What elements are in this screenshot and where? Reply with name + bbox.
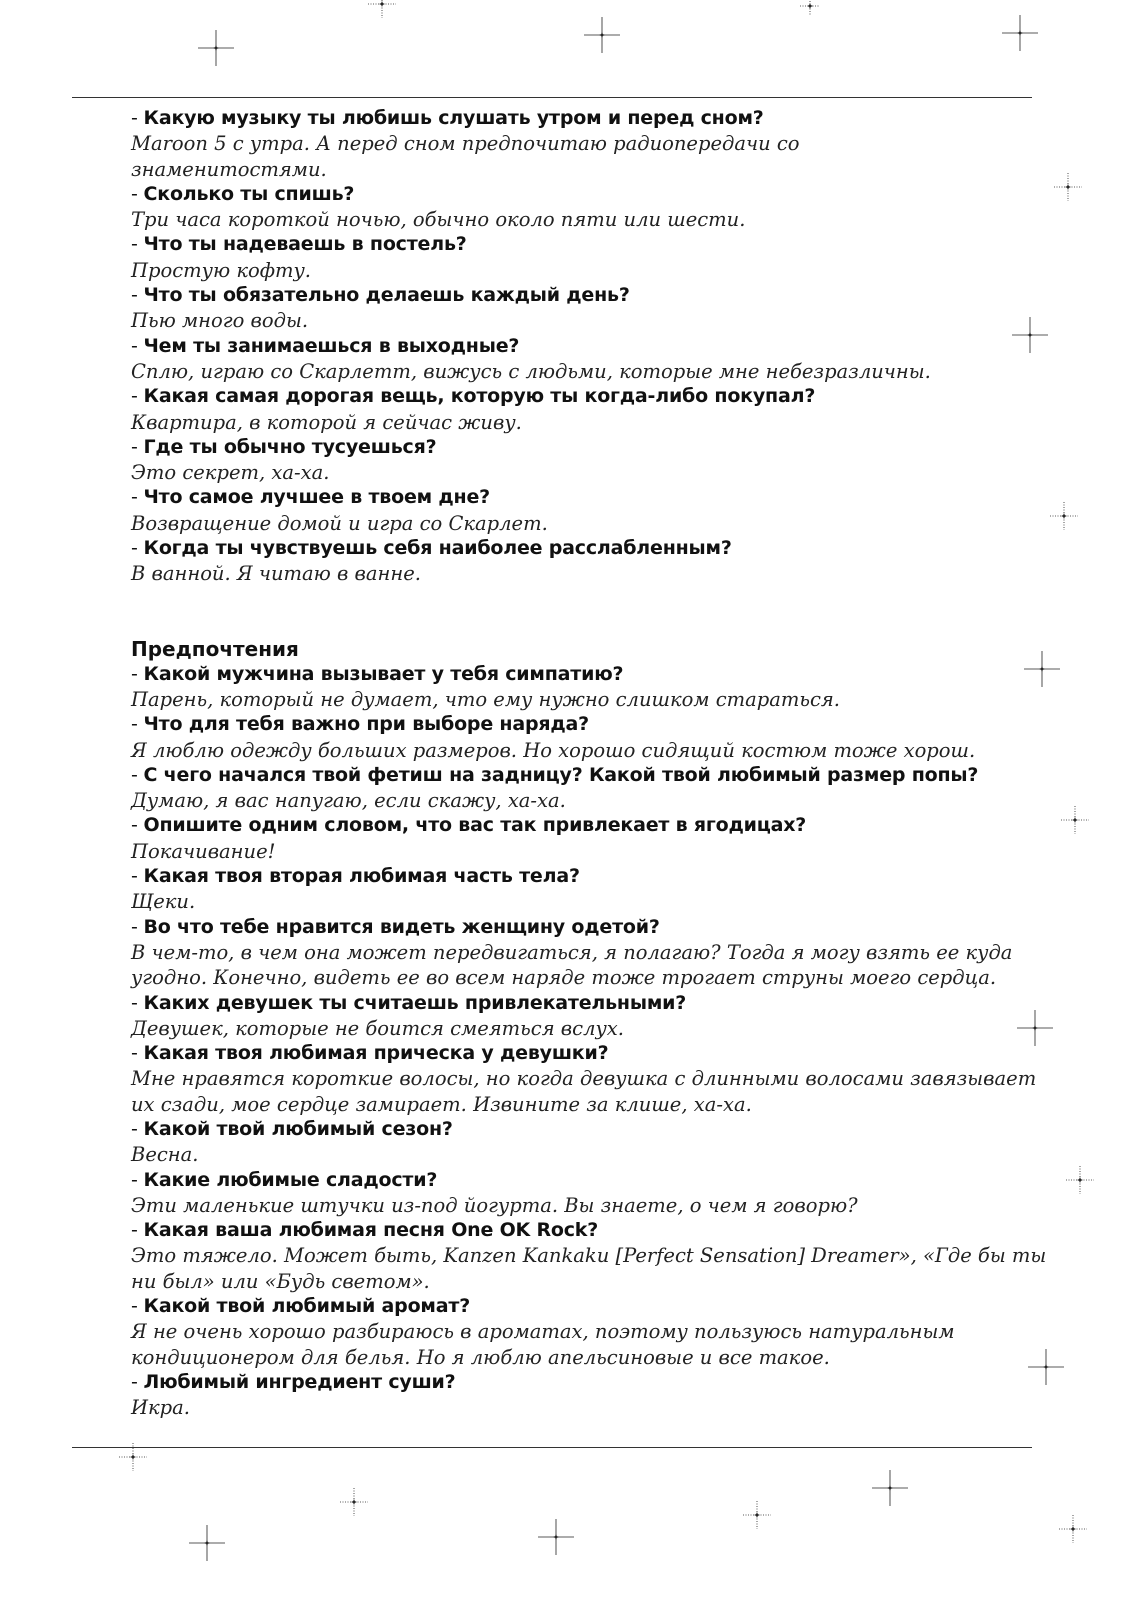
answer-line: Щеки. [131, 890, 196, 914]
question [131, 662, 1031, 687]
question-dash: - [131, 284, 144, 307]
question [131, 334, 1031, 359]
answer-line: Простую кофту. [131, 258, 311, 282]
section-heading-preferences: Предпочтения [131, 636, 299, 661]
question-text: Какой мужчина вызывает у тебя симпатию? [143, 662, 624, 685]
question-dash: - [131, 182, 144, 205]
question-dash: - [131, 537, 144, 560]
question-dash: - [131, 1370, 144, 1393]
document-body [131, 106, 1047, 1421]
top-divider [72, 97, 1032, 98]
answer-line: Покачивание! [131, 839, 276, 863]
question-dash: - [131, 1117, 144, 1140]
answer-line: Мне нравятся короткие волосы, но когда девушка с длинными волосами завязывает [131, 1067, 1037, 1091]
question-dash: - [131, 1042, 144, 1065]
answer-line: Эти маленькие штучки из-под йогурта. Вы знаете, о чем я говорю? [131, 1193, 858, 1217]
question [131, 813, 1031, 838]
question [131, 712, 1031, 737]
question [131, 991, 1031, 1016]
question [131, 485, 1031, 510]
question-text: Где ты обычно тусуешься? [143, 435, 437, 458]
question-text: Какие любимые сладости? [143, 1168, 438, 1191]
answer-line: Это секрет, ха-ха. [131, 461, 330, 485]
question-dash: - [131, 1168, 144, 1191]
answer-line: Это тяжело. Может быть, Kanzen Kankaku [Perfect Sensation] Dreamer», «Где бы ты [131, 1244, 1047, 1268]
question-dash: - [131, 662, 144, 685]
answer-line: Я не очень хорошо разбираюсь в ароматах, поэтому пользуюсь натуральным [131, 1320, 955, 1344]
question [131, 1117, 1031, 1142]
question-text: Во что тебе нравится видеть женщину одетой? [143, 915, 660, 938]
question [131, 1294, 1031, 1319]
question [131, 763, 1031, 788]
answer-line: Maroon 5 с утра. А перед сном предпочитаю радиопередачи со [131, 132, 800, 156]
question-dash: - [131, 814, 144, 837]
answer-line: Пью много воды. [131, 309, 309, 333]
question-dash: - [131, 865, 144, 888]
question [131, 1168, 1031, 1193]
answer-line: Я люблю одежду больших размеров. Но хорошо сидящий костюм тоже хорош. [131, 738, 976, 762]
question-dash: - [131, 1295, 144, 1318]
question-dash: - [131, 763, 144, 786]
answer-line: Сплю, играю со Скарлетт, вижусь с людьми, которые мне небезразличны. [131, 359, 931, 383]
question-dash: - [131, 435, 144, 458]
answer-line: ни был» или «Будь светом». [131, 1269, 430, 1293]
question-text: Какая твоя вторая любимая часть тела? [143, 865, 580, 888]
question-text: Каких девушек ты считаешь привлекательными? [143, 991, 687, 1014]
question-text: Опишите одним словом, что вас так привлекает в ягодицах? [143, 814, 807, 837]
question-dash: - [131, 107, 144, 129]
answer-line: Возвращение домой и игра со Скарлет. [131, 511, 548, 535]
question [131, 1218, 1031, 1243]
question-dash: - [131, 486, 144, 509]
question-dash: - [131, 915, 144, 938]
answer-line: Квартира, в которой я сейчас живу. [131, 410, 522, 434]
question-text: Когда ты чувствуешь себя наиболее расслабленным? [143, 537, 732, 560]
question-text: Сколько ты спишь? [143, 182, 355, 205]
qa-section-personal [131, 106, 1031, 587]
question-text: Что ты надеваешь в постель? [143, 233, 467, 256]
answer-line: кондиционером для белья. Но я люблю апельсиновые и все такое. [131, 1345, 830, 1369]
question [131, 182, 1031, 207]
question-text: Какой твой любимый аромат? [143, 1295, 471, 1318]
question [131, 1370, 1031, 1395]
question-text: Какая самая дорогая вещь, которую ты когда-либо покупал? [143, 385, 816, 408]
question-text: Какую музыку ты любишь слушать утром и перед сном? [143, 107, 764, 129]
qa-section-preferences [131, 662, 1047, 1421]
answer-line: Думаю, я вас напугаю, если скажу, ха-ха. [131, 789, 566, 813]
question [131, 536, 1031, 561]
question-text: Чем ты занимаешься в выходные? [143, 334, 520, 357]
question [131, 864, 1031, 889]
question-dash: - [131, 1219, 144, 1242]
question [131, 915, 1031, 940]
answer-line: знаменитостями. [131, 157, 327, 181]
question-text: С чего начался твой фетиш на задницу? Какой твой любимый размер попы? [143, 763, 979, 786]
question-dash: - [131, 334, 144, 357]
question-text: Какая твоя любимая прическа у девушки? [143, 1042, 609, 1065]
question-dash: - [131, 233, 144, 256]
question [131, 435, 1031, 460]
answer-line: Парень, который не думает, что ему нужно слишком стараться. [131, 687, 841, 711]
answer-line: Три часа короткой ночью, обычно около пяти или шести. [131, 208, 746, 232]
question [131, 232, 1031, 257]
question-dash: - [131, 991, 144, 1014]
question-text: Что самое лучшее в твоем дне? [143, 486, 490, 509]
question-text: Любимый ингредиент суши? [143, 1370, 456, 1393]
answer-line: В чем-то, в чем она может передвигаться, я полагаю? Тогда я могу взять ее куда [131, 940, 1013, 964]
question [131, 283, 1031, 308]
question [131, 1041, 1031, 1066]
answer-line: Девушек, которые не боится смеяться вслух. [131, 1016, 625, 1040]
answer-line: их сзади, мое сердце замирает. Извините за клише, ха-ха. [131, 1092, 752, 1116]
answer-line: Весна. [131, 1143, 199, 1167]
question-dash: - [131, 713, 144, 736]
question-text: Что для тебя важно при выборе наряда? [143, 713, 589, 736]
question-text: Какая ваша любимая песня One OK Rock? [143, 1219, 599, 1242]
question-text: Что ты обязательно делаешь каждый день? [143, 284, 630, 307]
question-dash: - [131, 385, 144, 408]
question [131, 384, 1031, 409]
bottom-divider [72, 1447, 1032, 1448]
answer-line: В ванной. Я читаю в ванне. [131, 562, 421, 586]
answer-line: угодно. Конечно, видеть ее во всем наряде тоже трогает струны моего сердца. [131, 966, 997, 990]
question [131, 106, 1031, 131]
question-text: Какой твой любимый сезон? [143, 1117, 453, 1140]
answer-line: Икра. [131, 1396, 190, 1420]
